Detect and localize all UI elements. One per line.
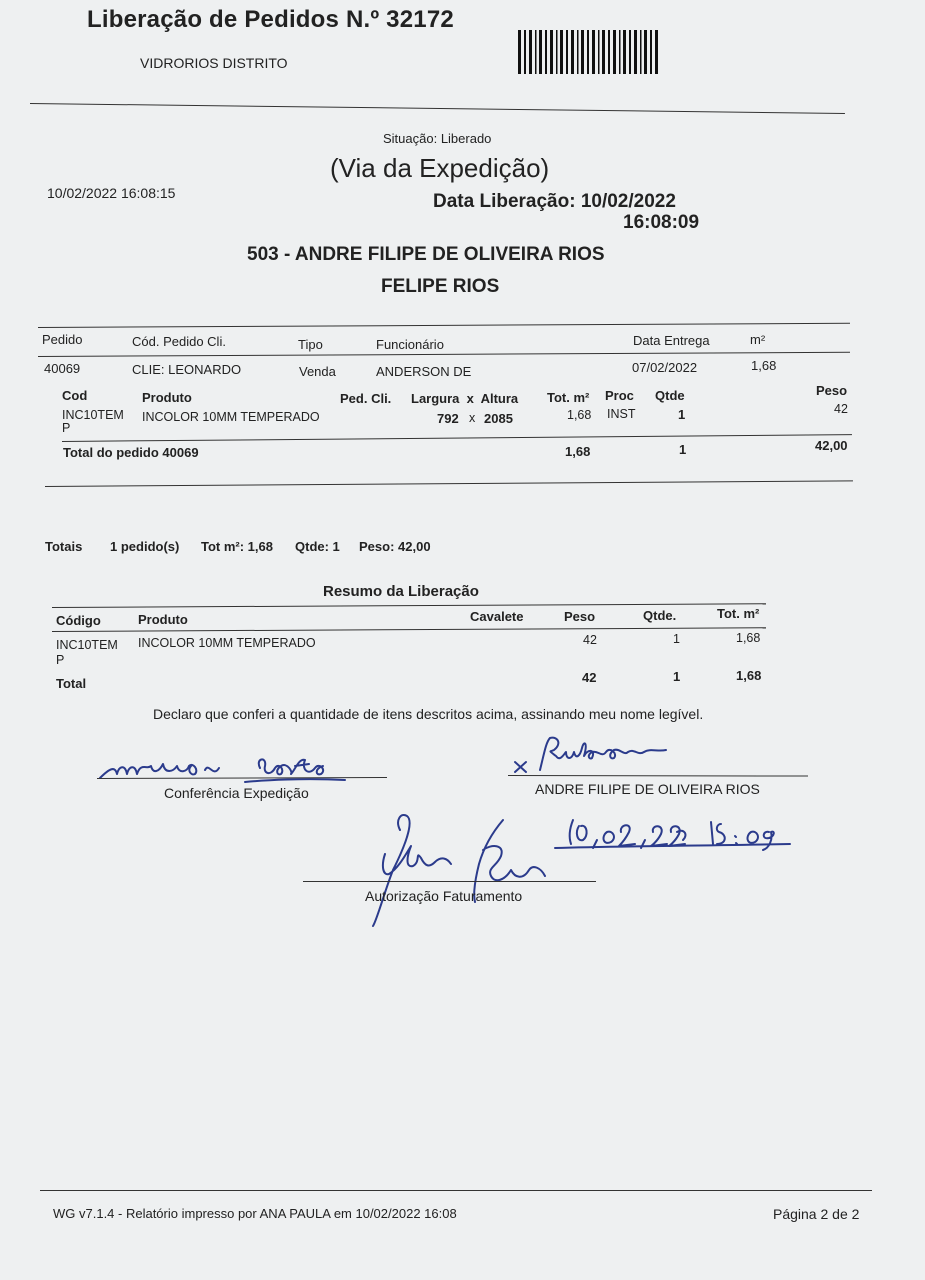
order-top-rule (38, 323, 850, 328)
col-m2-header: m² (750, 332, 766, 347)
col-data-entrega-header: Data Entrega (633, 333, 710, 348)
resumo-qtde-header: Qtde. (643, 608, 677, 623)
autorizacao-label: Autorização Faturamento (365, 888, 523, 904)
totals-qtde: Qtde: 1 (295, 539, 340, 554)
resumo-qtde: 1 (673, 632, 680, 646)
totals-label: Totais (45, 539, 83, 554)
footer-report-info: WG v7.1.4 - Relatório impresso por ANA PAULA em 10/02/2022 16:08 (53, 1206, 457, 1221)
order-total-label: Total do pedido 40069 (63, 445, 199, 460)
resumo-tot-m2-header: Tot. m² (717, 606, 760, 621)
order-data-entrega: 07/02/2022 (632, 360, 698, 375)
resumo-codigo-line1: INC10TEM (56, 638, 118, 652)
printed-datetime: 10/02/2022 16:08:15 (47, 185, 176, 201)
declaration-text: Declaro que conferi a quantidade de itens descritos acima, assinando meu nome legível. (153, 706, 704, 722)
footer-page-number: Página 2 de 2 (773, 1206, 860, 1222)
order-total-qtde: 1 (679, 442, 687, 457)
order-total-m2: 1,68 (565, 444, 591, 459)
resumo-codigo-line2: P (56, 653, 65, 667)
resumo-peso: 42 (583, 633, 597, 647)
order-total-rule (62, 434, 852, 442)
client-name: 503 - ANDRE FILIPE DE OLIVEIRA RIOS (247, 244, 605, 265)
item-cod-header: Cod (62, 388, 88, 403)
copy-type: (Via da Expedição) (330, 153, 550, 183)
order-tipo: Venda (299, 364, 336, 379)
item-tot-m2: 1,68 (567, 408, 592, 422)
resumo-total-qtde: 1 (673, 669, 681, 684)
item-tot-m2-header: Tot. m² (547, 390, 590, 405)
resumo-total-tot-m2: 1,68 (736, 668, 762, 683)
header-divider (30, 103, 845, 114)
item-peso-header: Peso (816, 383, 848, 398)
resumo-total-peso: 42 (582, 670, 597, 685)
item-qtde: 1 (678, 407, 686, 422)
resumo-codigo-header: Código (56, 613, 101, 628)
resumo-tot-m2: 1,68 (736, 631, 761, 645)
client-nickname: FELIPE RIOS (381, 276, 500, 297)
order-header-rule (38, 352, 850, 357)
client-signature-label: ANDRE FILIPE DE OLIVEIRA RIOS (535, 781, 760, 797)
item-cod-line1: INC10TEM (62, 408, 124, 422)
totals-pedidos: 1 pedido(s) (110, 539, 180, 554)
order-pedido: 40069 (44, 361, 81, 376)
item-peso: 42 (834, 402, 848, 416)
footer-rule (40, 1190, 872, 1191)
item-qtde-header: Qtde (655, 388, 685, 403)
item-ped-cli-header: Ped. Cli. (340, 391, 392, 406)
company-name: VIDRORIOS DISTRITO (140, 55, 288, 71)
item-proc-header: Proc (605, 388, 634, 403)
resumo-peso-header: Peso (564, 609, 596, 624)
resumo-produto-header: Produto (138, 612, 188, 627)
item-largura-altura-header: Largura x Altura (411, 391, 519, 406)
conferencia-signature (95, 748, 355, 788)
col-funcionario-header: Funcionário (376, 337, 444, 352)
autorizacao-signature (355, 810, 555, 935)
item-produto-header: Produto (142, 390, 192, 405)
resumo-cavalete-header: Cavalete (470, 609, 524, 624)
item-x: x (469, 411, 476, 425)
item-cod-line2: P (62, 421, 71, 435)
order-total-peso: 42,00 (815, 438, 848, 453)
col-cod-pedido-header: Cód. Pedido Cli. (132, 334, 226, 349)
autorizacao-signature-line (303, 881, 596, 882)
item-altura: 2085 (484, 411, 513, 426)
release-date: Data Liberação: 10/02/2022 (433, 191, 676, 212)
client-signature (510, 734, 680, 784)
totals-peso: Peso: 42,00 (359, 539, 431, 554)
col-tipo-header: Tipo (298, 337, 323, 352)
release-time: 16:08:09 (623, 212, 700, 233)
status-text: Situação: Liberado (383, 131, 492, 146)
order-bottom-rule (45, 480, 853, 487)
handwritten-date (555, 812, 795, 856)
resumo-title: Resumo da Liberação (323, 583, 479, 600)
resumo-produto: INCOLOR 10MM TEMPERADO (138, 636, 316, 650)
resumo-header-rule (52, 627, 766, 632)
order-cod-pedido-cli: CLIE: LEONARDO (132, 362, 242, 377)
document-title: Liberação de Pedidos N.º 32172 (87, 6, 454, 33)
barcode (518, 30, 660, 74)
item-produto: INCOLOR 10MM TEMPERADO (142, 410, 320, 424)
totals-m2: Tot m²: 1,68 (201, 539, 273, 554)
item-proc: INST (607, 407, 636, 421)
col-pedido-header: Pedido (42, 332, 83, 347)
order-funcionario: ANDERSON DE (376, 364, 472, 379)
conferencia-label: Conferência Expedição (164, 785, 309, 801)
order-m2: 1,68 (751, 358, 777, 373)
resumo-total-label: Total (56, 676, 87, 691)
item-largura: 792 (437, 411, 459, 426)
